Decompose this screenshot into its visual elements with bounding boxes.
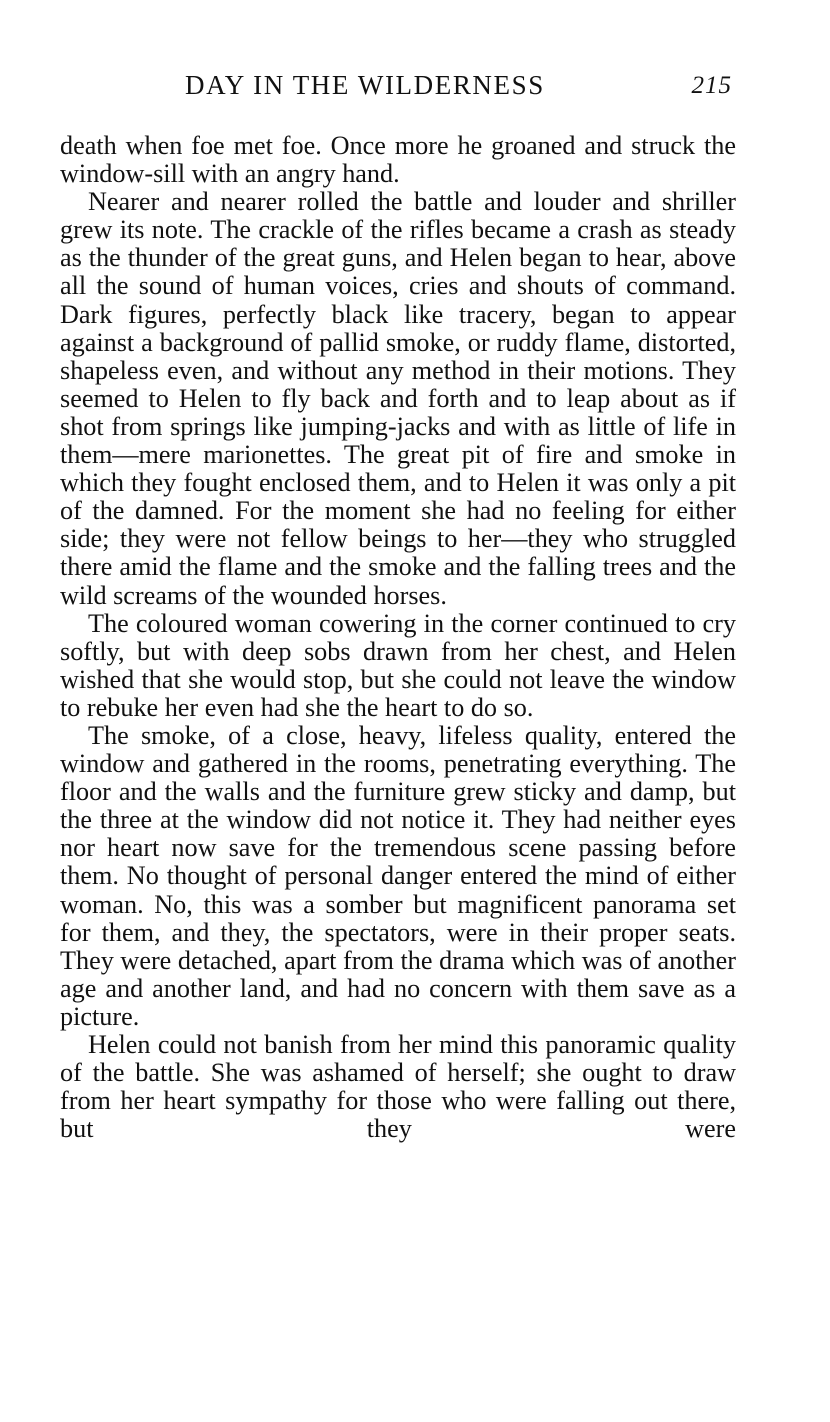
body-text	[60, 132, 736, 1143]
paragraph: Nearer and nearer rolled the battle and louder and shriller grew its note. The crackle of the rifles became a crash as steady as the thunder of the great guns, and Helen began to hear, above all the sound of human voices, cries and shouts of command. Dark figures, perfectly black like tracery, began to appear against a background of pallid smoke, or ruddy flame, distorted, shapeless even, and without any method in their motions. They seemed to Helen to fly back and forth and to leap about as if shot from springs like jumping-jacks and with as little of life in them—mere marionettes. The great pit of fire and smoke in which they fought enclosed them, and to Helen it was only a pit of the damned. For the moment she had no feeling for either side; they were not fellow beings to her—they who struggled there amid the flame and the smoke and the falling trees and the wild screams of the wounded horses.	[60, 187, 736, 610]
book-page	[60, 70, 736, 1143]
running-head-title: DAY IN THE WILDERNESS	[185, 70, 545, 100]
page-header	[60, 70, 736, 110]
paragraph-continues: Helen could not banish from her mind this panoramic quality of the battle. She was ashamed of herself; she ought to draw from her heart sympathy for those who were falling out there, but they were	[60, 1030, 736, 1144]
paragraph-continued: death when foe met foe. Once more he groaned and struck the window-sill with an angry hand.	[60, 131, 736, 189]
paragraph: The coloured woman cowering in the corner continued to cry softly, but with deep sobs drawn from her chest, and Helen wished that she would stop, but she could not leave the window to rebuke her even had she the heart to do so.	[60, 608, 736, 722]
page-number: 215	[691, 72, 732, 99]
paragraph: The smoke, of a close, heavy, lifeless quality, entered the window and gathered in the rooms, penetrating everything. The floor and the walls and the furniture grew sticky and damp, but the three at the window did not notice it. They had neither eyes nor heart now save for the tremendous scene passing before them. No thought of personal danger entered the mind of either woman. No, this was a somber but magnificent panorama set for them, and they, the spectators, were in their proper seats. They were detached, apart from the drama which was of another age and another land, and had no concern with them save as a picture.	[60, 720, 736, 1031]
